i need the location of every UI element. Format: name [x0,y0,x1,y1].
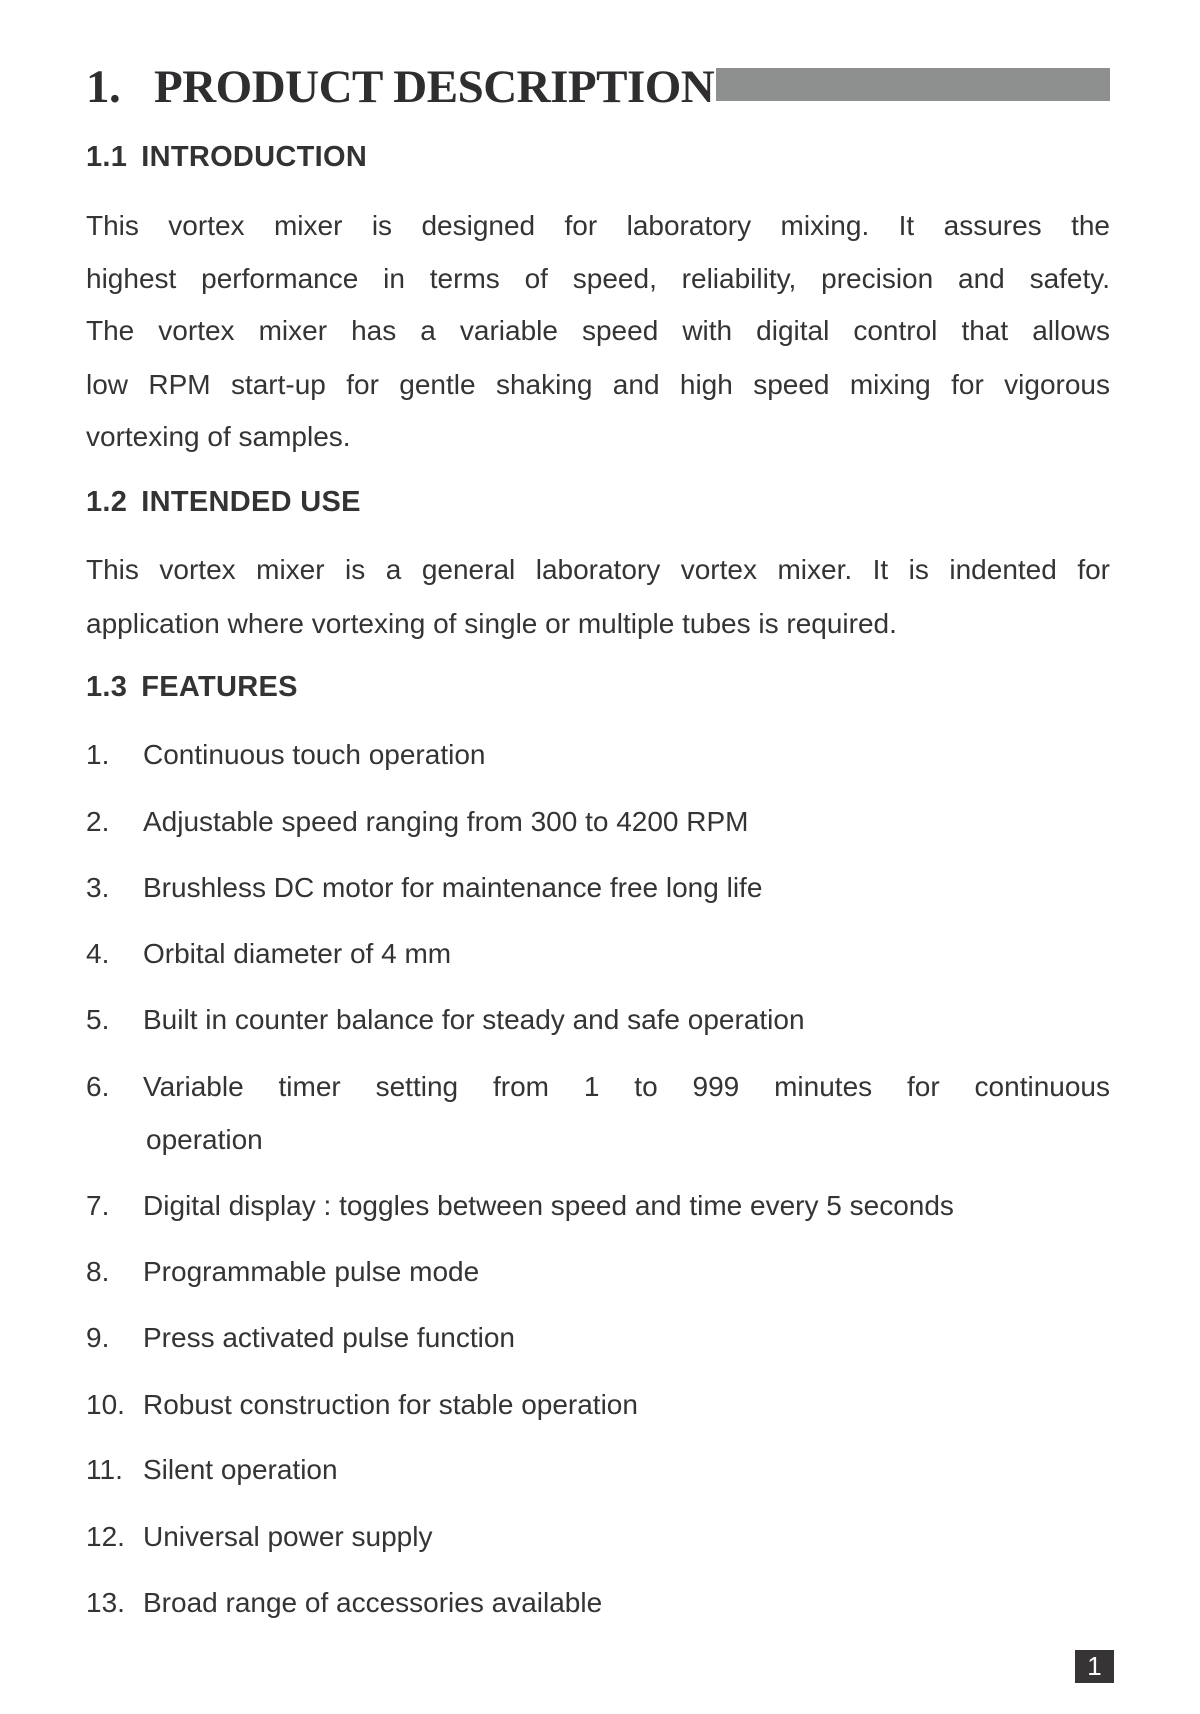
feature-text: Broad range of accessories available [143,1587,603,1618]
feature-number: 5. [86,1004,110,1035]
intended-use-line: application where vortexing of single or multiple tubes is required. [86,608,897,639]
feature-number: 7. [86,1190,110,1221]
feature-text: Universal power supply [143,1521,433,1552]
feature-number: 3. [86,872,110,903]
title-number: 1. [86,61,121,113]
title-decoration-bar [716,68,1110,101]
intro-line: highest performance in terms of speed, reliability, precision and safety. [86,263,1110,294]
feature-text: operation [146,1124,263,1155]
feature-number: 12. [86,1521,125,1552]
section-heading-features [86,671,298,704]
section-heading-introduction [86,141,367,174]
feature-number: 11. [86,1454,123,1485]
intro-line: low RPM start-up for gentle shaking and high speed mixing for vigorous [86,369,1110,400]
section-number: 1.2 [86,486,128,518]
feature-text: Built in counter balance for steady and safe operation [143,1004,805,1035]
feature-number: 2. [86,806,110,837]
feature-number: 10. [86,1389,125,1420]
feature-text: Brushless DC motor for maintenance free long life [143,872,763,903]
feature-text: Silent operation [143,1454,338,1485]
intro-line: The vortex mixer has a variable speed with digital control that allows [86,315,1110,346]
feature-text: Variable timer setting from 1 to 999 minutes for continuous [143,1071,1110,1102]
section-title: INTRODUCTION [141,141,368,173]
feature-number: 4. [86,938,110,969]
section-number: 1.1 [86,141,128,173]
feature-text: Digital display : toggles between speed and time every 5 seconds [143,1190,954,1221]
feature-number: 6. [86,1071,110,1102]
feature-number: 8. [86,1256,110,1287]
feature-text: Press activated pulse function [143,1322,515,1353]
feature-text: Continuous touch operation [143,739,486,770]
feature-number: 9. [86,1322,110,1353]
section-title: INTENDED USE [141,486,361,518]
feature-text: Programmable pulse mode [143,1256,480,1287]
intro-line: This vortex mixer is designed for laboratory mixing. It assures the [86,210,1110,241]
title-text: PRODUCT DESCRIPTION [154,61,715,113]
page-title [86,60,714,114]
feature-text: Orbital diameter of 4 mm [143,938,452,969]
feature-number: 13. [86,1587,125,1618]
intended-use-line: This vortex mixer is a general laboratory vortex mixer. It is indented for [86,554,1110,585]
section-number: 1.3 [86,671,128,703]
intro-line: vortexing of samples. [86,421,351,452]
section-heading-intended-use [86,486,361,519]
feature-text: Robust construction for stable operation [143,1389,638,1420]
page-number: 1 [1075,1650,1114,1683]
feature-number: 1. [86,739,110,770]
feature-text: Adjustable speed ranging from 300 to 4200 RPM [143,806,749,837]
section-title: FEATURES [141,671,298,703]
